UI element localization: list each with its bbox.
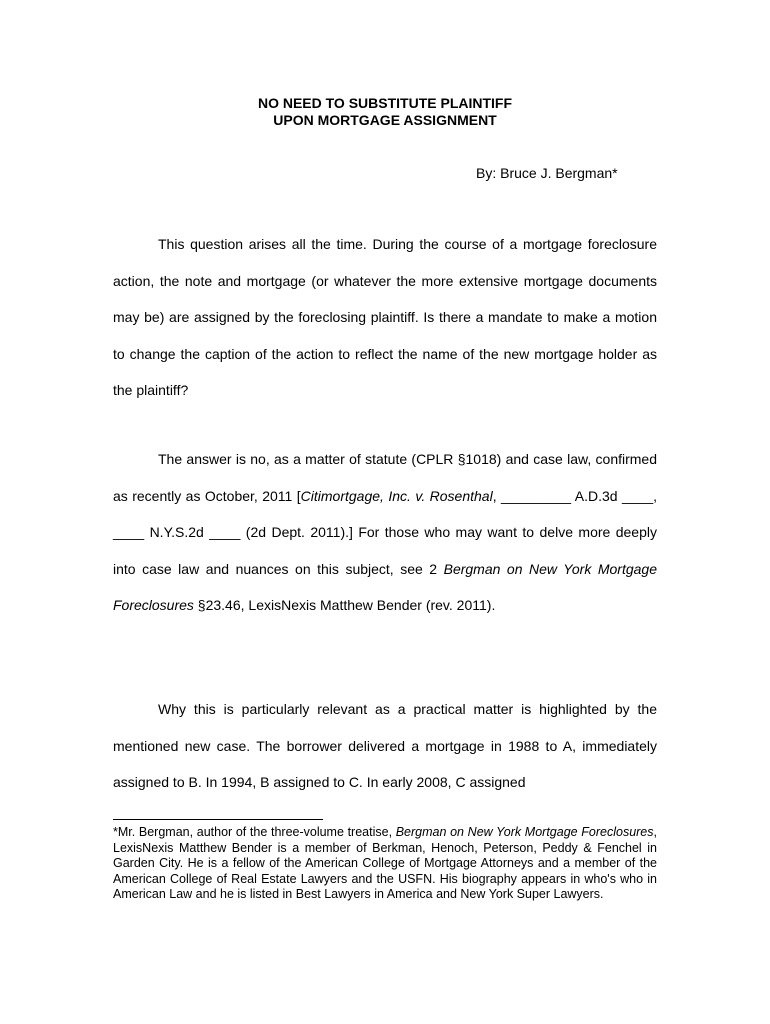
paragraph-2 [113,441,657,624]
paragraph-3 [113,691,657,801]
footnote [113,825,657,903]
title-line-1: NO NEED TO SUBSTITUTE PLAINTIFF [257,95,513,111]
paragraph-2-part-3: §23.46, LexisNexis Matthew Bender (rev. 2011). [193,597,496,613]
footnote-part-2: , LexisNexis Matthew Bender is a member of Berkman, Henoch, Peterson, Peddy & Fenchel in Garden City. He is a fellow of the American College of Mortgage Attorneys and a member of the American College of Real Estate Lawyers and the USFN. His biography appears in who's who in American Law and he is listed in Best Lawyers in America and New York Super Lawyers. [113,825,657,902]
paragraph-1-text: This question arises all the time. During the course of a mortgage foreclosure action, the note and mortgage (or whatever the more extensive mortgage documents may be) are assigned by the foreclosing plaintiff. Is there a mandate to make a motion to change the caption of the action to reflect the name of the new mortgage holder as the plaintiff? [113,236,657,398]
footnote-separator [113,819,323,820]
paragraph-2-part-1: The answer is no, as a matter of statute (CPLR §1018) and case law, confirmed as recently as October, 2011 [ [113,451,657,504]
treatise-title: Bergman on New York Mortgage Foreclosures [113,560,657,613]
paragraph-2-part-2: , _________ A.D.3d ____, ____ N.Y.S.2d ____ (2d Dept. 2011).] For those who may want to delve more deeply into case law and nuances on this subject, see 2 [113,487,658,577]
case-name: Citimortgage, Inc. v. Rosenthal [300,487,493,504]
title-line-2: UPON MORTGAGE ASSIGNMENT [273,112,497,128]
footnote-treatise-title: Bergman on New York Mortgage Foreclosures [395,825,654,839]
paragraph-3-text: Why this is particularly relevant as a practical matter is highlighted by the mentioned new case. The borrower delivered a mortgage in 1988 to A, immediately assigned to B. In 1994, B assigned to C. In early 2008, C assigned [113,701,657,790]
author-byline: By: Bruce J. Bergman* [476,165,618,181]
paragraph-1 [113,226,657,409]
footnote-part-1: *Mr. Bergman, author of the three-volume treatise, [113,825,396,839]
